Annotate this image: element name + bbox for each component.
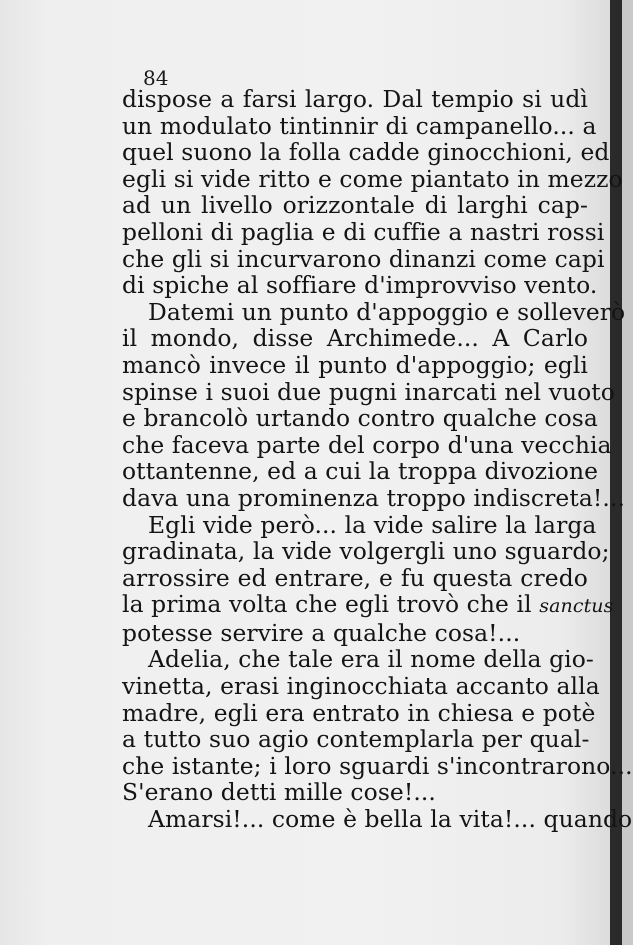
text-line-content: madre, egli era entrato in chiesa e potè xyxy=(122,698,596,727)
text-line-content: Amarsi!... come è bella la vita!... quando xyxy=(148,805,633,834)
text-line xyxy=(122,779,588,806)
text-line-content: il mondo, disse Archimede... A Carlo xyxy=(122,324,588,353)
text-line xyxy=(122,590,614,620)
text-line-content: che istante; i loro sguardi s'incontrarono... xyxy=(122,751,633,780)
text-line xyxy=(122,751,633,780)
text-line xyxy=(122,645,594,674)
text-line-content: ottantenne, ed a cui la troppa divozione xyxy=(122,457,599,486)
text-line-content: a tutto suo agio contemplarla per qual- xyxy=(122,725,590,754)
text-line-content: quel suono la folla cadde ginocchioni, ed xyxy=(122,138,610,167)
text-line-content: Adelia, che tale era il nome della gio- xyxy=(148,645,594,674)
text-line-content: dispose a farsi largo. Dal tempio si udì xyxy=(122,85,588,113)
text-line-content: potesse servire a qualche cosa!... xyxy=(122,618,521,647)
italic-word: sanctus xyxy=(539,595,614,618)
text-line-content: S'erano detti mille cose!... xyxy=(122,778,436,807)
text-line xyxy=(122,698,596,727)
text-line xyxy=(122,192,588,219)
text-line xyxy=(122,271,598,300)
text-line xyxy=(122,565,588,592)
text-line xyxy=(122,672,600,701)
text-line-content: la prima volta che egli trovò che il xyxy=(122,590,532,619)
text-line xyxy=(122,111,597,140)
text-line-content: pelloni di paglia e di cuffie a nastri rossi xyxy=(122,217,605,246)
text-line-content: Egli vide però... la vide salire la larga xyxy=(148,510,597,539)
text-line xyxy=(122,404,598,433)
text-line xyxy=(122,537,610,566)
text-line xyxy=(122,510,597,539)
text-line xyxy=(122,297,626,326)
text-line-content: Datemi un punto d'appoggio e solleverò xyxy=(148,297,626,326)
text-line-content: di spiche al soffiare d'improvviso vento. xyxy=(122,271,598,300)
text-line xyxy=(122,483,626,512)
page-edge-shadow xyxy=(610,0,622,945)
text-line xyxy=(122,620,588,647)
page-number: 84 xyxy=(143,66,169,90)
text-line xyxy=(122,352,588,379)
text-line-content: gradinata, la vide volgergli uno sguardo; xyxy=(122,537,610,566)
text-line-content: ad un livello orizzontale di larghi cap- xyxy=(122,191,588,220)
text-line xyxy=(122,377,615,406)
text-line-content: e brancolò urtando contro qualche cosa xyxy=(122,404,598,433)
text-line-content: dava una prominenza troppo indiscreta!... xyxy=(122,483,626,512)
text-line xyxy=(122,164,623,193)
text-line-content: mancò invece il punto d'appoggio; egli xyxy=(122,350,588,379)
text-line xyxy=(122,805,633,834)
text-line-content: vinetta, erasi inginocchiata accanto alla xyxy=(122,672,600,701)
text-line xyxy=(122,217,605,246)
text-line xyxy=(122,244,605,273)
text-line-content: che gli si incurvarono dinanzi come capi xyxy=(122,244,605,273)
text-line xyxy=(122,86,588,113)
text-line-content: arrossire ed entrare, e fu questa credo xyxy=(122,563,588,592)
text-line xyxy=(122,430,612,459)
text-line-content: egli si vide ritto e come piantato in mezzo xyxy=(122,164,623,193)
text-line-content: che faceva parte del corpo d'una vecchia xyxy=(122,430,612,459)
text-line xyxy=(122,325,588,352)
text-line xyxy=(122,726,588,753)
text-line-content: spinse i suoi due pugni inarcati nel vuoto xyxy=(122,377,615,406)
text-line-content: un modulato tintinnir di campanello... a xyxy=(122,111,597,140)
text-line xyxy=(122,138,610,167)
text-line xyxy=(122,457,599,486)
body-text xyxy=(122,85,633,834)
